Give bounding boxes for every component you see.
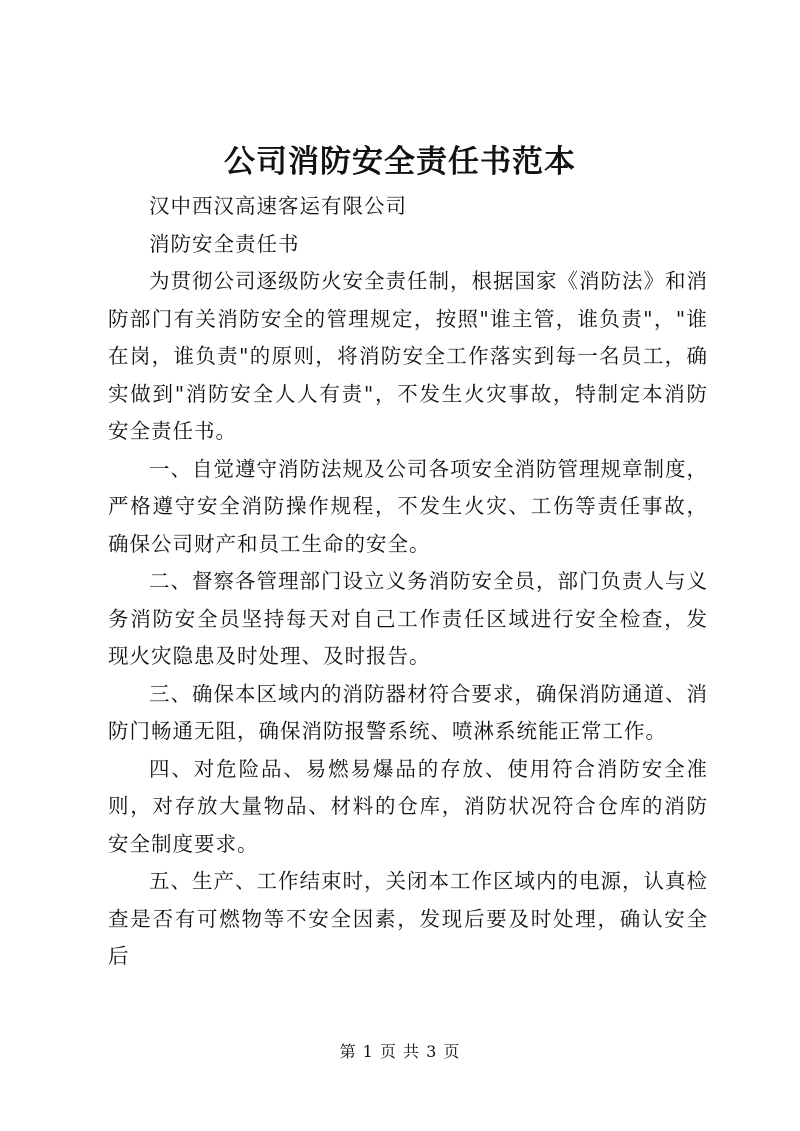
document-body (108, 188, 708, 976)
document-title: 公司消防安全责任书范本 (224, 144, 576, 180)
paragraph-clause-3: 三、确保本区域内的消防器材符合要求，确保消防通道、消防门畅通无阻，确保消防报警系统、喷淋系统能正常工作。 (108, 681, 708, 743)
paragraph-clause-1: 一、自觉遵守消防法规及公司各项安全消防管理规章制度，严格遵守安全消防操作规程，不发生火灾、工伤等责任事故，确保公司财产和员工生命的安全。 (108, 456, 708, 556)
paragraph-clause-2: 二、督察各管理部门设立义务消防安全员，部门负责人与义务消防安全员坚持每天对自己工作责任区域进行安全检查，发现火灾隐患及时处理、及时报告。 (108, 569, 708, 668)
paragraph-clause-5: 五、生产、工作结束时，关闭本工作区域内的电源，认真检查是否有可燃物等不安全因素，发现后要及时处理，确认安全后 (108, 869, 708, 968)
paragraph-intro: 为贯彻公司逐级防火安全责任制，根据国家《消防法》和消防部门有关消防安全的管理规定，按照"谁主管，谁负责"，"谁在岗，谁负责"的原则，将消防安全工作落实到每一名员工，确实做到"消防安全人人有责"，不发生火灾事故，特制定本消防安全责任书。 (108, 269, 708, 443)
page-number-footer: 第 1 页 共 3 页 (339, 1042, 461, 1061)
paragraph-clause-4: 四、对危险品、易燃易爆品的存放、使用符合消防安全准则，对存放大量物品、材料的仓库，消防状况符合仓库的消防安全制度要求。 (108, 756, 708, 856)
document-subtitle: 消防安全责任书 (149, 231, 300, 256)
company-name: 汉中西汉高速客运有限公司 (149, 194, 407, 218)
